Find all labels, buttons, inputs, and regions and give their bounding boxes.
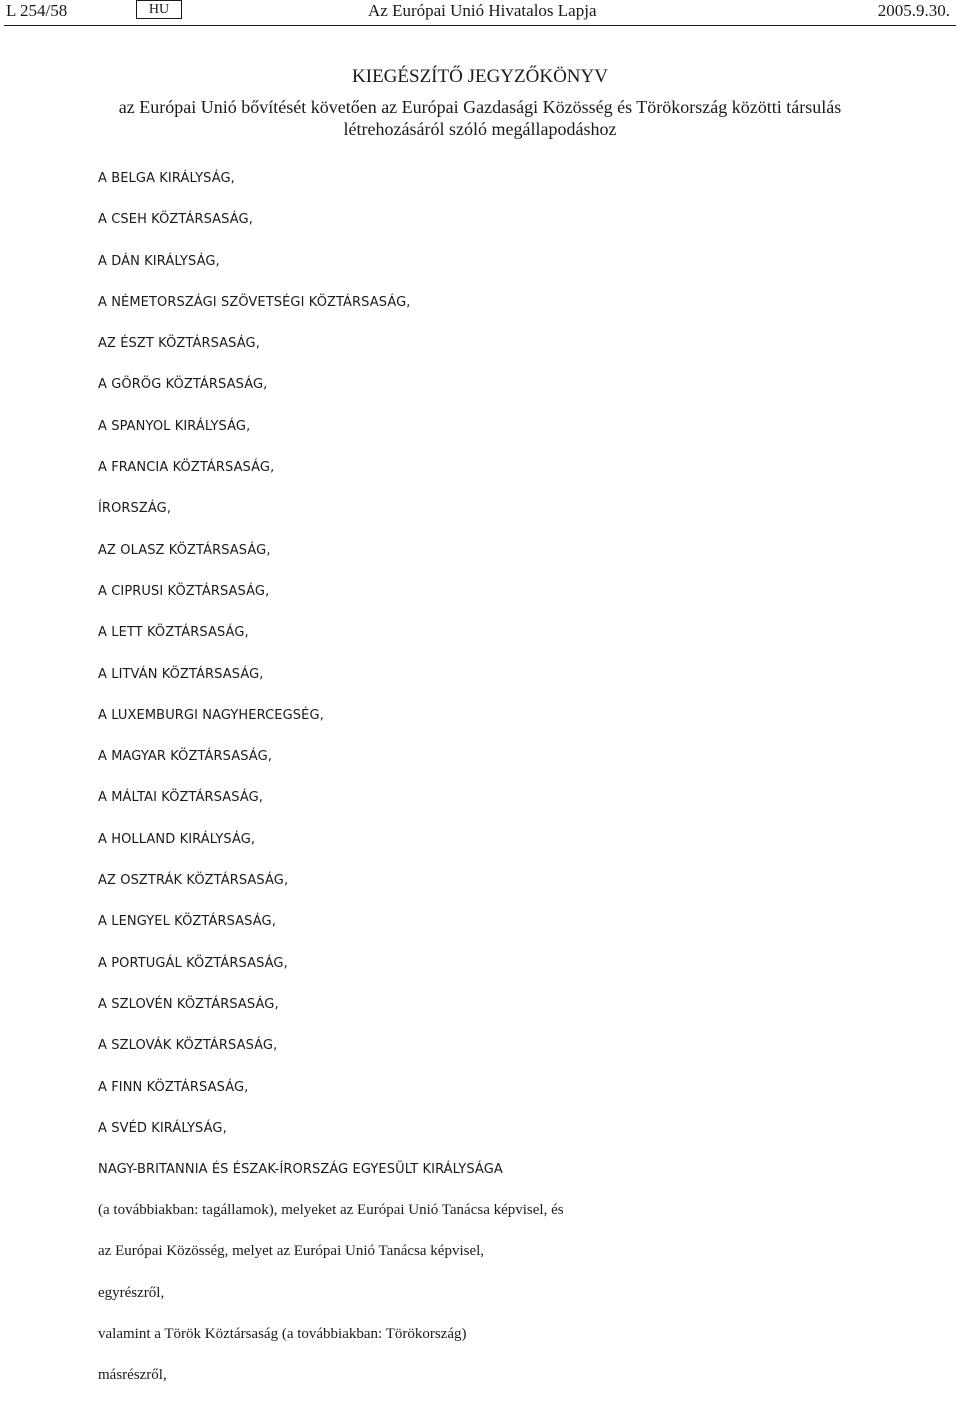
title-block: [0, 64, 960, 140]
closing-paragraph: (a továbbiakban: tagállamok), melyeket az Európai Unió Tanácsa képvisel, és: [98, 1202, 564, 1218]
party-item: A LITVÁN KÖZTÁRSASÁG,: [98, 666, 264, 682]
closing-paragraph: az Európai Közösség, melyet az Európai Unió Tanácsa képvisel,: [98, 1243, 485, 1260]
party-item: A PORTUGÁL KÖZTÁRSASÁG,: [98, 955, 288, 971]
party-item: AZ OSZTRÁK KÖZTÁRSASÁG,: [98, 873, 289, 889]
party-item: A FRANCIA KÖZTÁRSASÁG,: [98, 460, 275, 476]
party-item: A SPANYOL KIRÁLYSÁG,: [98, 418, 251, 434]
document-subtitle: az Európai Unió bővítését követően az Európai Gazdasági Közösség és Törökország közötti társulás létrehozásáról szóló megállapodáshoz: [118, 97, 842, 139]
party-item: ÍRORSZÁG,: [98, 501, 172, 517]
closing-paragraph: valamint a Török Köztársaság (a továbbiakban: Törökország): [98, 1325, 467, 1342]
party-item: A DÁN KIRÁLYSÁG,: [98, 253, 220, 269]
party-item: A GÖRÖG KÖZTÁRSASÁG,: [98, 377, 268, 393]
header-divider: [4, 25, 956, 26]
party-item: A BELGA KIRÁLYSÁG,: [98, 171, 235, 186]
publication-date: 2005.9.30.: [877, 1, 950, 20]
party-item: A CSEH KÖZTÁRSASÁG,: [98, 212, 253, 228]
parties-list: [98, 168, 918, 1200]
party-item: A LUXEMBURGI NAGYHERCEGSÉG,: [98, 707, 324, 723]
party-item: A CIPRUSI KÖZTÁRSASÁG,: [98, 583, 270, 599]
party-item: AZ ÉSZT KÖZTÁRSASÁG,: [98, 336, 260, 352]
closing-paragraph: egyrészről,: [98, 1284, 165, 1301]
language-badge: HU: [136, 0, 182, 19]
party-item: A LETT KÖZTÁRSASÁG,: [98, 625, 249, 641]
party-item: A SZLOVÁK KÖZTÁRSASÁG,: [98, 1038, 278, 1054]
party-item: A LENGYEL KÖZTÁRSASÁG,: [98, 914, 276, 930]
closing-clauses: [98, 1199, 918, 1405]
party-item: A SVÉD KIRÁLYSÁG,: [98, 1120, 227, 1136]
page-reference: L 254/58: [6, 1, 68, 20]
party-item: A SZLOVÉN KÖZTÁRSASÁG,: [98, 996, 279, 1012]
party-item: A MÁLTAI KÖZTÁRSASÁG,: [98, 790, 264, 806]
party-item: A NÉMETORSZÁGI SZÖVETSÉGI KÖZTÁRSASÁG,: [98, 294, 411, 310]
party-item: A FINN KÖZTÁRSASÁG,: [98, 1079, 249, 1095]
party-item: NAGY-BRITANNIA ÉS ÉSZAK-ÍRORSZÁG EGYESÜLT KIRÁLYSÁGA: [98, 1162, 503, 1178]
closing-paragraph: másrészről,: [98, 1367, 167, 1384]
party-item: A MAGYAR KÖZTÁRSASÁG,: [98, 749, 272, 765]
party-item: A HOLLAND KIRÁLYSÁG,: [98, 831, 256, 847]
document-title: KIEGÉSZÍTŐ JEGYZŐKÖNYV: [352, 66, 608, 87]
journal-name: Az Európai Unió Hivatalos Lapja: [368, 1, 597, 20]
page-header: [0, 0, 960, 25]
party-item: AZ OLASZ KÖZTÁRSASÁG,: [98, 542, 271, 558]
